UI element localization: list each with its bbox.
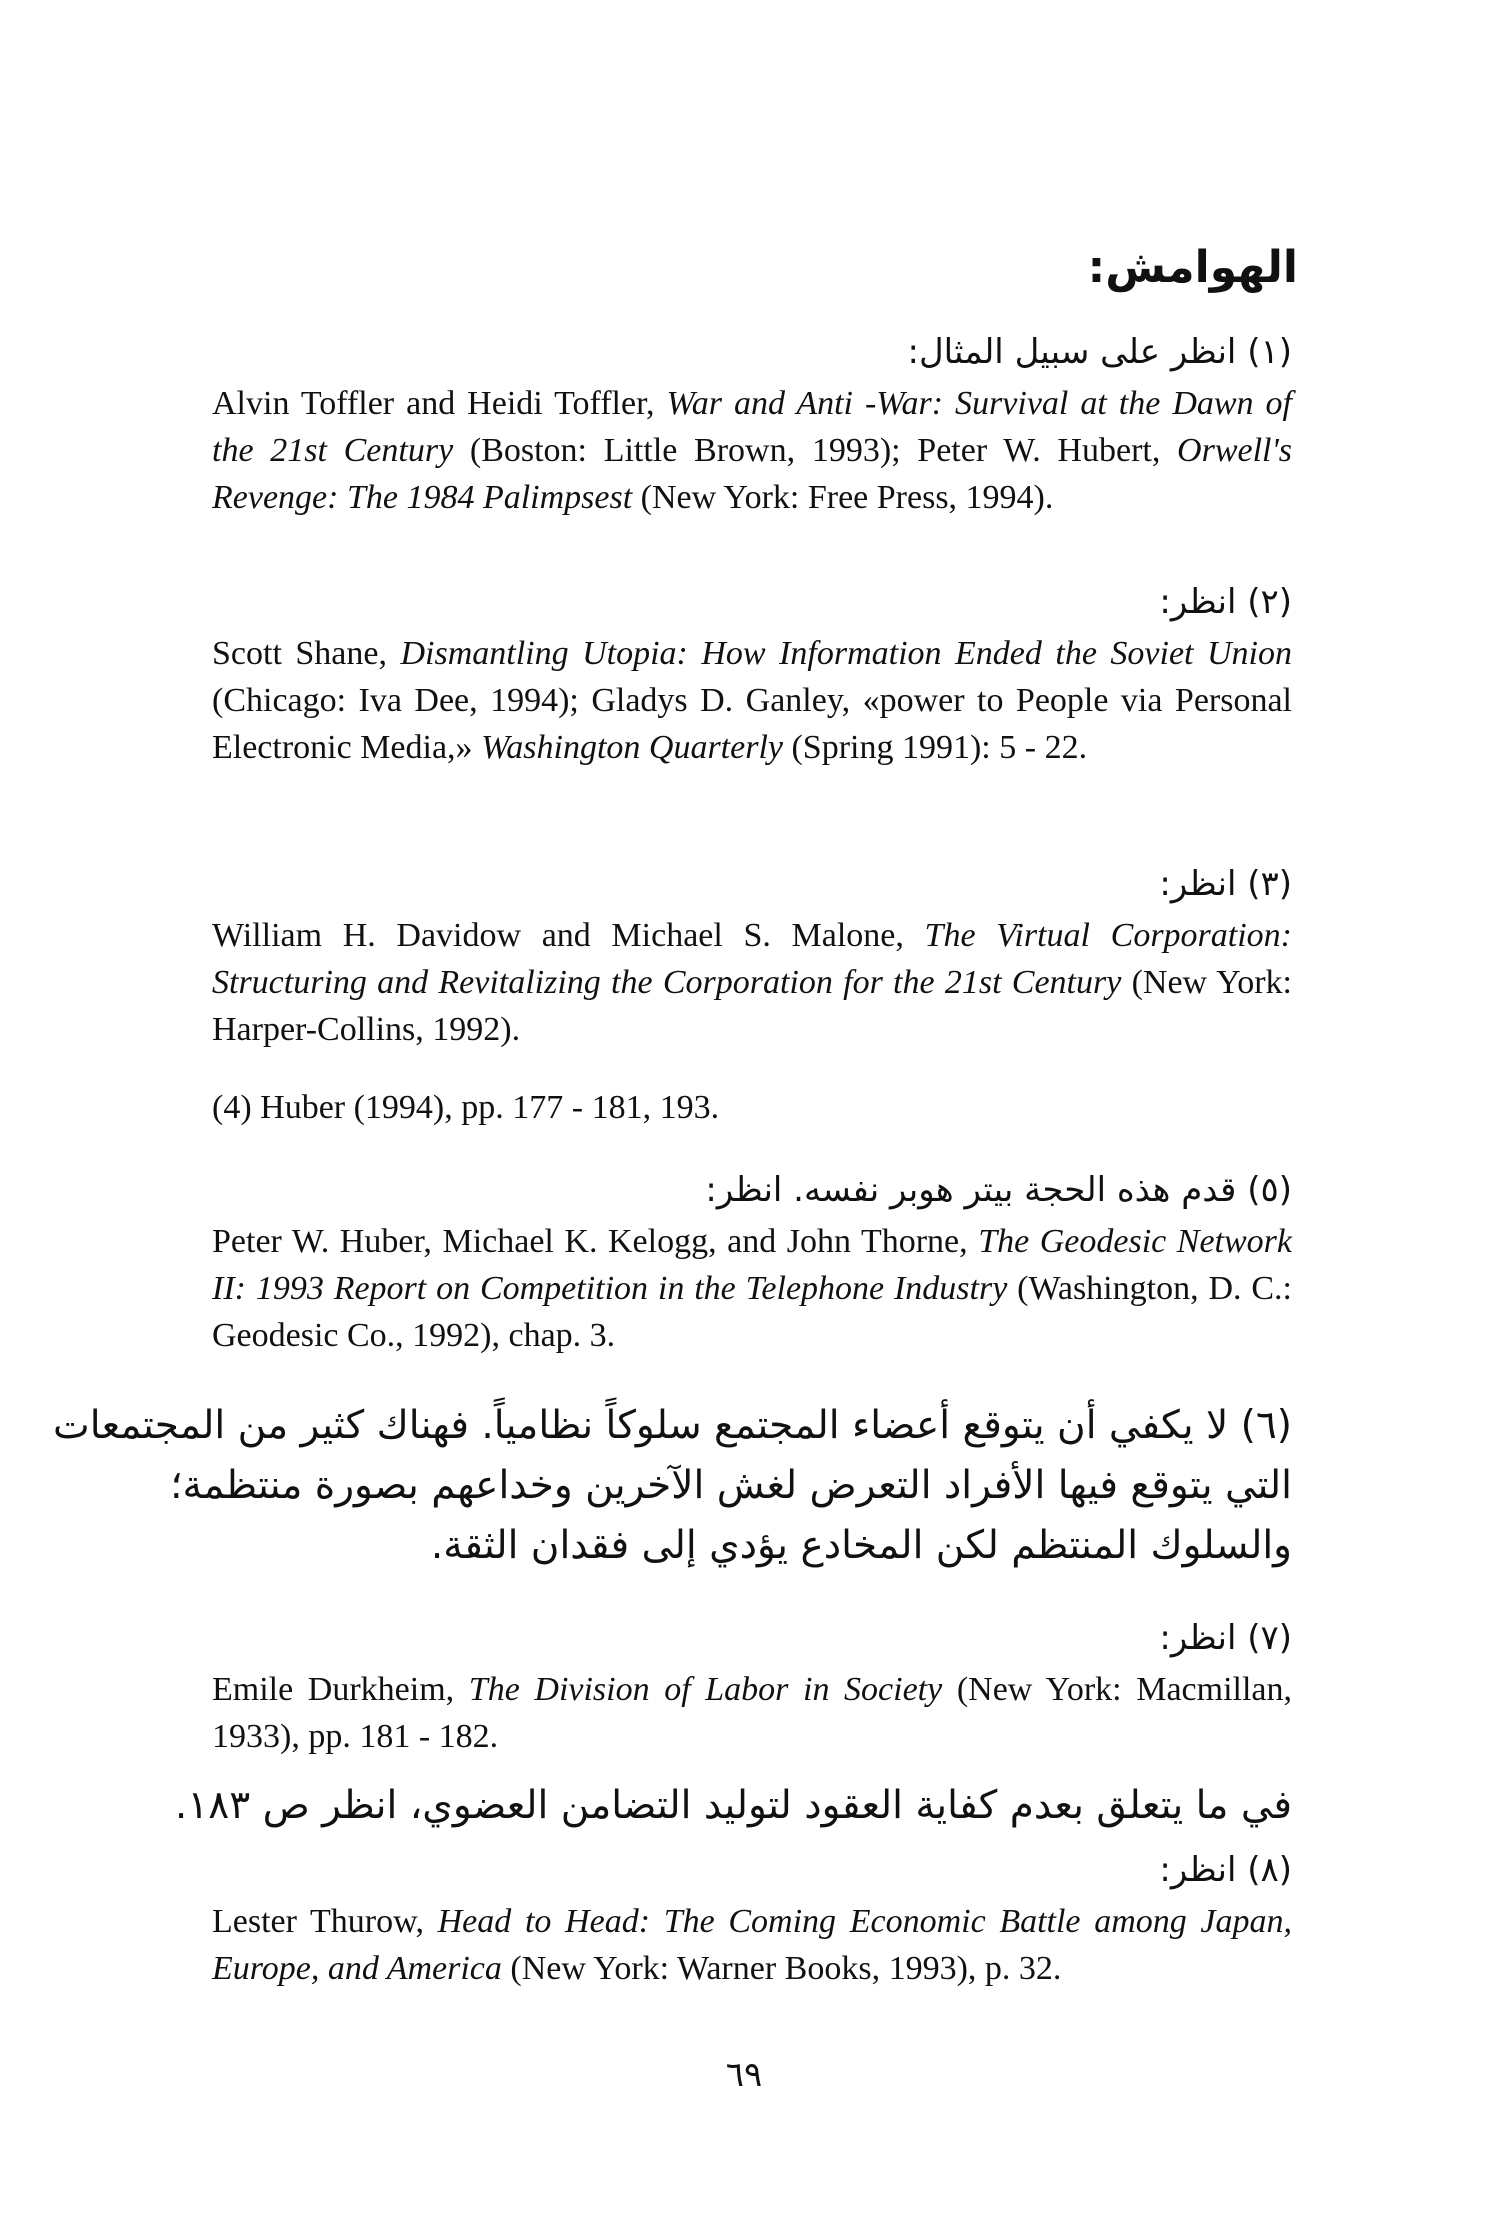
footnote-8-label: (٨) انظر: xyxy=(1159,1850,1292,1890)
footnote-7 xyxy=(174,1614,1292,1836)
footnote-8-citation: Lester Thurow, Head to Head: The Coming Economic Battle among Japan, Europe, and America (New York: Warner Books, 1993), p. 32. xyxy=(212,1903,1293,1987)
footnote-4-citation: (4) Huber (1994), pp. 177 - 181, 193. xyxy=(212,1089,720,1126)
footnote-3-label: (٣) انظر: xyxy=(1159,864,1292,904)
footnote-5 xyxy=(212,1166,1292,1359)
footnote-7-arabic-remark: في ما يتعلق بعدم كفاية العقود لتوليد التضامن العضوي، انظر ص ١٨٣. xyxy=(174,1783,1292,1828)
footnote-1 xyxy=(212,328,1292,521)
footnote-6 xyxy=(53,1396,1292,1576)
footnote-2 xyxy=(212,578,1292,771)
footnote-2-citation: Scott Shane, Dismantling Utopia: How Information Ended the Soviet Union (Chicago: Iva Dee, 1994); Gladys D. Ganley, «power to People via Personal Electronic Media,» Washington Quarterly (Spring 1991): 5 - 22. xyxy=(212,635,1293,766)
footnote-8 xyxy=(212,1846,1292,1992)
footnote-3 xyxy=(212,860,1292,1053)
footnote-7-citation: Emile Durkheim, The Division of Labor in Society (New York: Macmillan, 1933), pp. 181 - 182. xyxy=(212,1671,1292,1755)
footnote-4 xyxy=(212,1080,1292,1131)
footnotes-heading: الهوامش: xyxy=(1087,242,1298,293)
footnote-5-citation: Peter W. Huber, Michael K. Kelogg, and John Thorne, The Geodesic Network II: 1993 Report on Competition in the Telephone Industry (Washington, D. C.: Geodesic Co., 1992), chap. 3. xyxy=(212,1223,1292,1354)
footnote-3-citation: William H. Davidow and Michael S. Malone, The Virtual Corporation: Structuring and Revitalizing the Corporation for the 21st Century (New York: Harper-Collins, 1992). xyxy=(212,917,1292,1048)
footnote-1-citation: Alvin Toffler and Heidi Toffler, War and Anti -War: Survival at the Dawn of the 21st Century (Boston: Little Brown, 1993); Peter W. Hubert, Orwell's Revenge: The 1984 Palimpsest (New York: Free Press, 1994). xyxy=(212,385,1292,516)
footnote-2-label: (٢) انظر: xyxy=(1159,582,1292,622)
footnote-5-label: (٥) قدم هذه الحجة بيتر هوبر نفسه. انظر: xyxy=(705,1170,1292,1210)
footnote-1-label: (١) انظر على سبيل المثال: xyxy=(907,332,1292,372)
page-number: ٦٩ xyxy=(725,2055,763,2095)
footnote-6-line-3: والسلوك المنتظم لكن المخادع يؤدي إلى فقدان الثقة. xyxy=(430,1523,1292,1568)
footnote-6-line-1: (٦) لا يكفي أن يتوقع أعضاء المجتمع سلوكاً نظامياً. فهناك كثير من المجتمعات xyxy=(53,1403,1292,1448)
footnote-7-label: (٧) انظر: xyxy=(1159,1618,1292,1658)
footnote-6-line-2: التي يتوقع فيها الأفراد التعرض لغش الآخرين وخداعهم بصورة منتظمة؛ xyxy=(170,1463,1292,1508)
